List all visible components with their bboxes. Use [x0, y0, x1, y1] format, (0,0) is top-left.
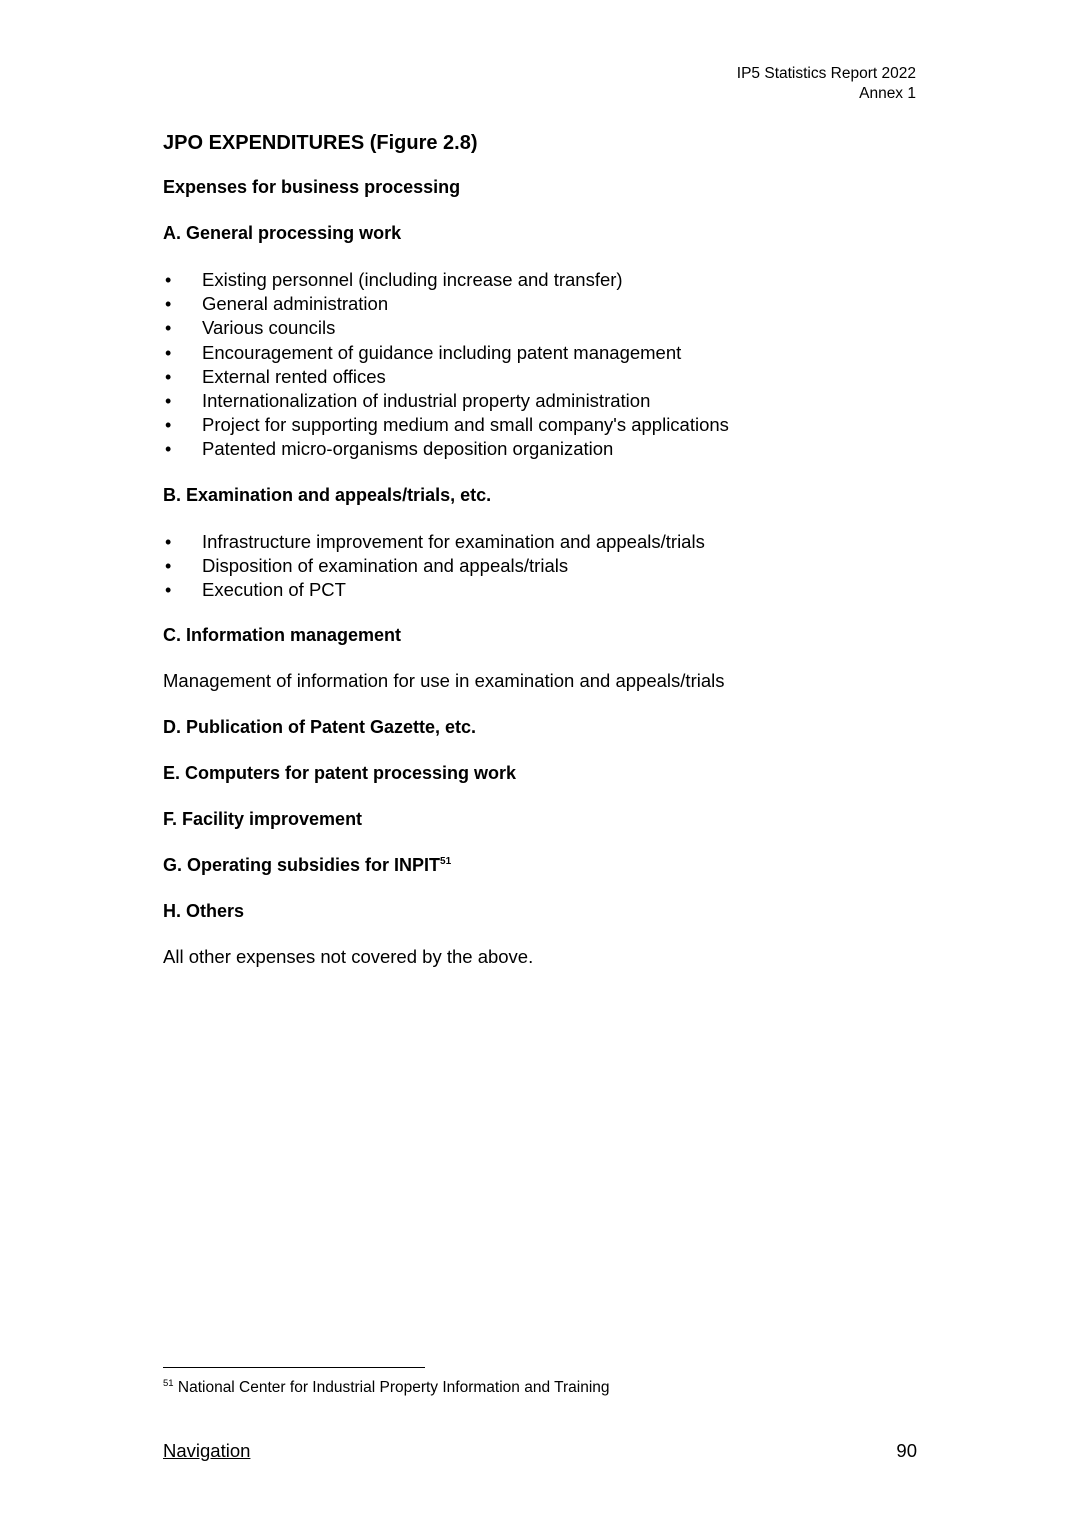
bullet-icon: •	[165, 318, 172, 339]
bullet-icon: •	[165, 439, 172, 460]
bullet-icon: •	[165, 294, 172, 315]
list-item: • General administration	[163, 292, 923, 316]
footnote	[163, 1378, 610, 1397]
navigation-link[interactable]: Navigation	[163, 1440, 251, 1461]
list-item: • Project for supporting medium and small company's applications	[163, 413, 923, 437]
list-item: • Disposition of examination and appeals/trials	[163, 554, 923, 578]
list-item: • Execution of PCT	[163, 578, 923, 602]
bullet-icon: •	[165, 270, 172, 290]
section-e-heading: E. Computers for patent processing work	[163, 763, 517, 784]
section-subtitle: Expenses for business processing	[163, 177, 461, 197]
section-a-list	[163, 268, 923, 462]
section-g-heading: G. Operating subsidies for INPIT$^{51}$	[163, 855, 452, 876]
footnote-divider	[163, 1367, 425, 1368]
list-item: • Internationalization of industrial property administration	[163, 389, 923, 413]
bullet-icon: •	[165, 555, 172, 576]
footnote-text: National Center for Industrial Property Information and Training	[173, 1379, 610, 1396]
list-item: • Patented micro-organisms deposition organization	[163, 437, 923, 461]
list-item: • Infrastructure improvement for examination and appeals/trials	[163, 530, 923, 554]
list-item: • External rented offices	[163, 365, 923, 389]
list-item: • Existing personnel (including increase and transfer)	[163, 268, 923, 292]
page-number: 90	[896, 1440, 917, 1461]
section-d-heading: D. Publication of Patent Gazette, etc.	[163, 717, 477, 738]
bullet-icon: •	[165, 342, 172, 363]
section-b-heading: B. Examination and appeals/trials, etc.	[163, 484, 492, 505]
section-c-heading: C. Information management	[163, 625, 402, 646]
section-h-text: All other expenses not covered by the above.	[163, 946, 534, 968]
section-f-heading: F. Facility improvement	[163, 809, 363, 830]
main-content	[163, 130, 923, 992]
bullet-icon: •	[165, 531, 172, 552]
footnote-number: 51	[163, 1378, 174, 1389]
footnote-ref[interactable]: 51	[440, 856, 452, 868]
section-b-list	[163, 530, 923, 603]
page-title: JPO EXPENDITURES (Figure 2.8)	[163, 132, 478, 154]
bullet-icon: •	[165, 580, 172, 601]
section-c-text: Management of information for use in examination and appeals/trials	[163, 670, 725, 692]
bullet-icon: •	[165, 366, 172, 387]
list-item: • Various councils	[163, 316, 923, 340]
running-header	[737, 64, 916, 103]
report-title: IP5 Statistics Report 2022	[736, 65, 916, 82]
list-item: • Encouragement of guidance including patent management	[163, 341, 923, 365]
section-h-heading: H. Others	[163, 901, 245, 922]
section-a-heading: A. General processing work	[163, 223, 402, 243]
bullet-icon: •	[165, 415, 172, 436]
annex-label: Annex 1	[859, 84, 916, 102]
bullet-icon: •	[165, 391, 172, 412]
